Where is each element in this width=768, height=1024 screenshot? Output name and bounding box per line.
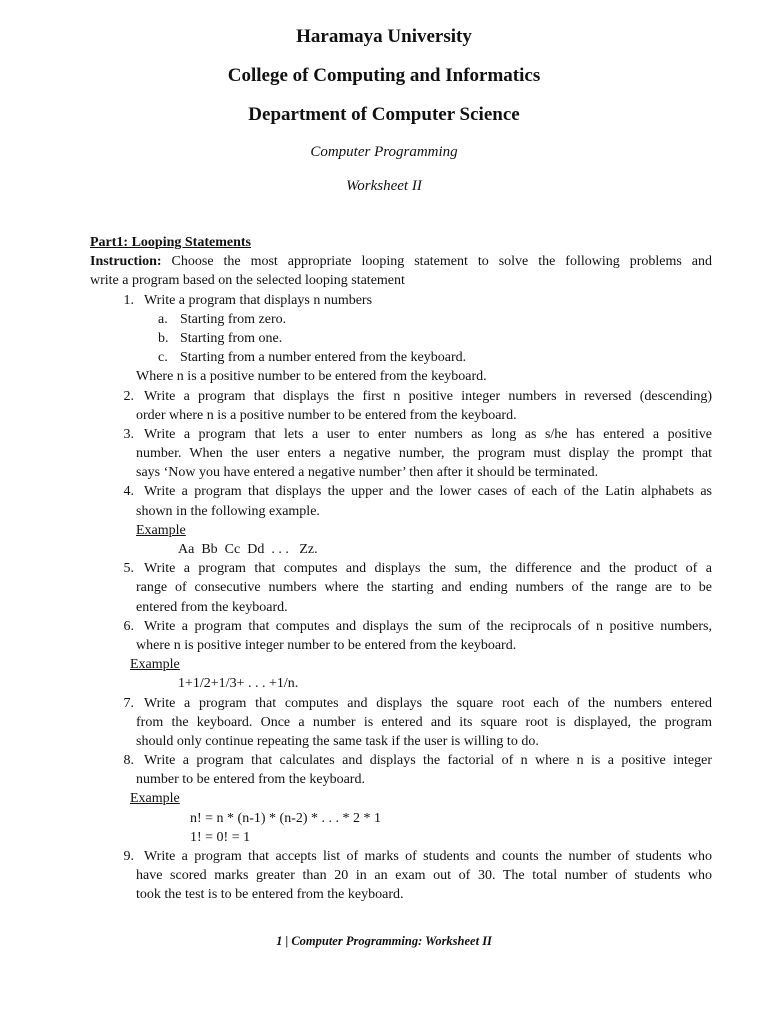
question-number: 6. xyxy=(123,618,134,634)
question-2-line-2: order where n is a positive number to be entered from the keyboard. xyxy=(136,407,517,423)
question-4-line-2: shown in the following example. xyxy=(136,503,320,519)
instruction-line-1 xyxy=(90,252,712,271)
question-number: 2. xyxy=(123,388,134,404)
part-title: Part1: Looping Statements xyxy=(90,235,251,250)
question-5 xyxy=(90,559,712,578)
question-number: 5. xyxy=(123,561,134,577)
question-9-line-3: took the test is to be entered from the keyboard. xyxy=(136,887,404,903)
instruction-label: Instruction: xyxy=(90,254,162,270)
sub-item-a xyxy=(90,310,712,329)
question-2 xyxy=(90,387,712,406)
course-title: Computer Programming xyxy=(310,144,458,160)
page-footer: 1 | Computer Programming: Worksheet II xyxy=(276,934,492,948)
question-8 xyxy=(90,751,712,770)
example-text: Aa Bb Cc Dd . . . Zz. xyxy=(178,542,318,557)
question-5-line-2: range of consecutive numbers where the starting and ending numbers of the range are to be xyxy=(136,580,712,596)
instruction-text: Choose the most appropriate looping statement to solve the following problems and xyxy=(171,254,712,270)
question-number: 8. xyxy=(123,753,134,769)
question-text: Write a program that lets a user to enter numbers as long as s/he has entered a positive xyxy=(144,426,712,442)
sub-item-c xyxy=(90,348,712,367)
university-title: Haramaya University xyxy=(296,26,472,47)
question-5-line-3: entered from the keyboard. xyxy=(136,599,288,615)
question-text: Write a program that calculates and displays the factorial of n where n is a positive integer xyxy=(144,753,712,769)
question-1-note: Where n is a positive number to be entered from the keyboard. xyxy=(136,369,487,385)
instruction-line-2: write a program based on the selected looping statement xyxy=(90,273,405,289)
question-text: Write a program that displays n numbers xyxy=(144,292,373,308)
sub-letter: c. xyxy=(158,350,168,366)
example-label: Example xyxy=(136,522,186,538)
question-text: Write a program that computes and displays the sum of the reciprocals of n positive numbers, xyxy=(144,618,712,634)
example-label: Example xyxy=(130,791,180,807)
example-text: 1+1/2+1/3+ . . . +1/n. xyxy=(178,676,299,692)
question-text: Write a program that computes and displays the sum, the difference and the product of a xyxy=(144,561,712,577)
question-text: Write a program that displays the first n positive integer numbers in reversed (descending) xyxy=(144,388,712,404)
question-6-line-2: where n is positive integer number to be entered from the keyboard. xyxy=(136,637,517,653)
department-title: Department of Computer Science xyxy=(248,104,520,125)
question-9 xyxy=(90,847,712,866)
sub-letter: b. xyxy=(158,330,169,346)
sub-text: Starting from zero. xyxy=(180,311,287,327)
question-number: 4. xyxy=(123,484,134,500)
worksheet-title: Worksheet II xyxy=(346,178,422,194)
question-number: 3. xyxy=(123,426,134,442)
question-3-line-3: says ‘Now you have entered a negative number’ then after it should be terminated. xyxy=(136,465,599,481)
sub-text: Starting from a number entered from the keyboard. xyxy=(180,350,467,366)
question-7-line-2: from the keyboard. Once a number is entered and its square root is displayed, the program xyxy=(136,714,712,730)
question-7 xyxy=(90,694,712,713)
sub-letter: a. xyxy=(158,311,168,327)
question-text: Write a program that accepts list of marks of students and counts the number of students who xyxy=(144,849,712,864)
example-label: Example xyxy=(130,657,180,673)
question-9-line-2: have scored marks greater than 20 in an exam out of 30. The total number of students who xyxy=(136,868,712,884)
question-4 xyxy=(90,482,712,501)
question-7-line-3: should only continue repeating the same task if the user is willing to do. xyxy=(136,733,539,749)
question-1 xyxy=(90,291,712,310)
sub-text: Starting from one. xyxy=(180,330,283,346)
example-text: n! = n * (n-1) * (n-2) * . . . * 2 * 1 xyxy=(190,810,382,826)
question-6 xyxy=(90,617,712,636)
question-text: Write a program that displays the upper and the lower cases of each of the Latin alphabets as xyxy=(144,484,712,500)
question-3-line-2: number. When the user enters a negative number, the program must display the prompt that xyxy=(136,446,712,462)
question-text: Write a program that computes and displays the square root each of the numbers entered xyxy=(144,695,712,711)
worksheet-body xyxy=(90,233,712,905)
question-8-line-2: number to be entered from the keyboard. xyxy=(136,772,365,788)
sub-item-b xyxy=(90,329,712,348)
question-number: 1. xyxy=(123,292,134,308)
question-number: 7. xyxy=(123,695,134,711)
question-3 xyxy=(90,425,712,444)
question-number: 9. xyxy=(123,849,134,864)
college-title: College of Computing and Informatics xyxy=(227,65,541,86)
example-text: 1! = 0! = 1 xyxy=(190,829,251,845)
